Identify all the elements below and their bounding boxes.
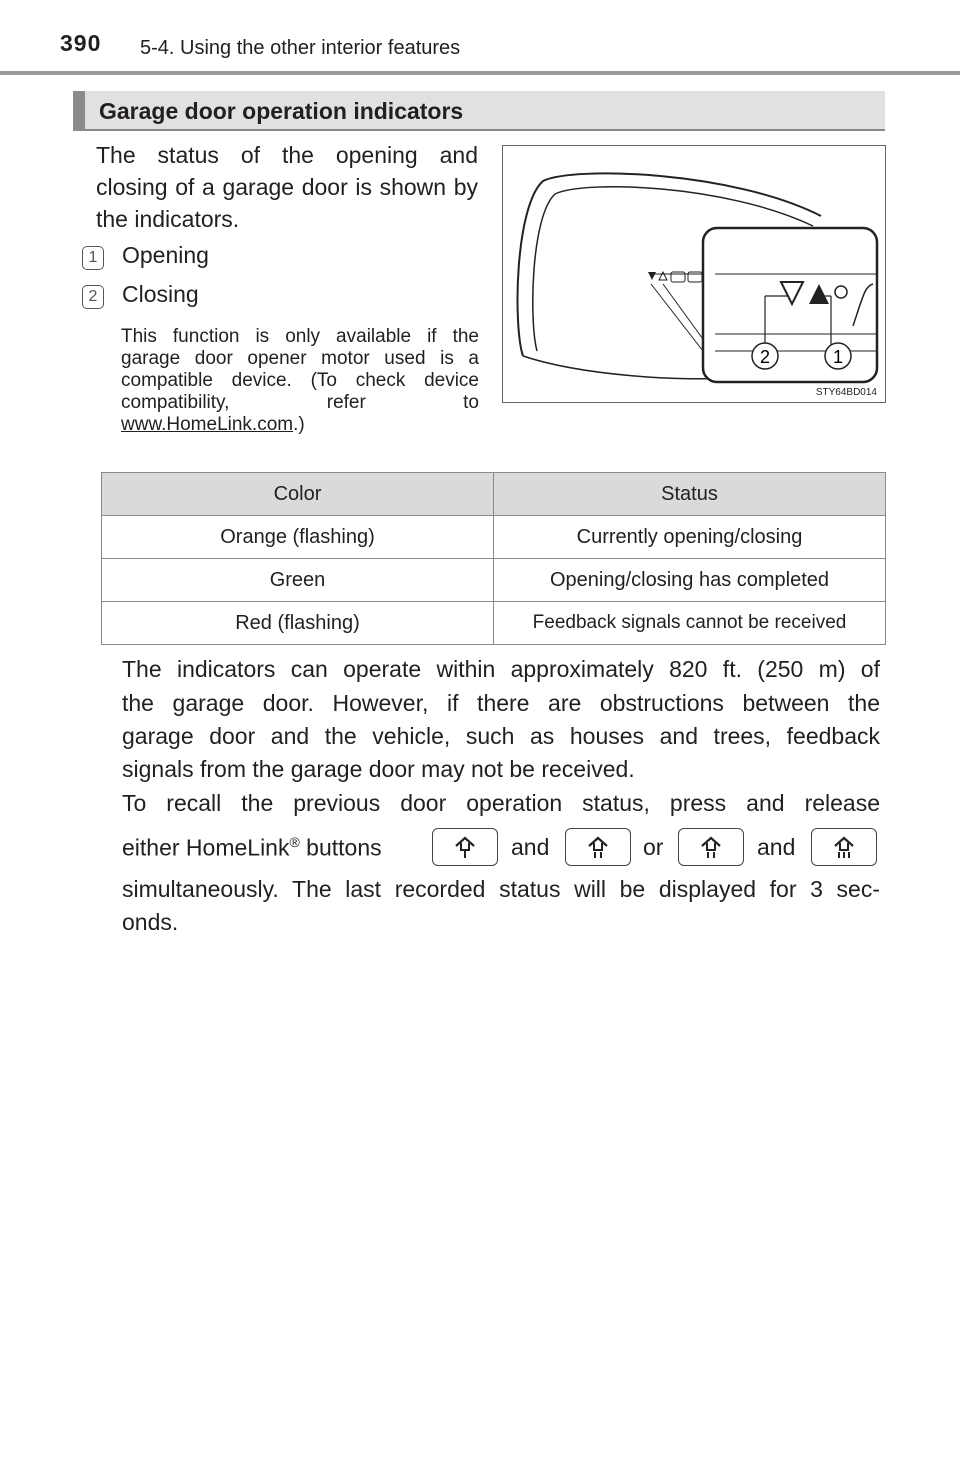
intro-text: The status of the opening and closing of a garage door is shown by the indicators. (96, 142, 478, 232)
recall-line-3: simultaneously. The last recorded status will be displayed for 3 sec- (122, 876, 880, 902)
homelink-house-icon (453, 834, 477, 860)
homelink-button-3 (811, 828, 877, 866)
table-cell-color: Orange (flashing) (102, 516, 494, 559)
callout-opening (82, 242, 209, 270)
homelink-house-icon (699, 834, 723, 860)
either-text: either HomeLink (122, 834, 290, 861)
table-header-status: Status (494, 473, 886, 516)
recall-either (122, 834, 382, 862)
and-text-1: and (511, 834, 550, 860)
range-line-1: The indicators can operate within approximately 820 ft. (250 m) of (122, 656, 880, 682)
table-cell-status: Currently opening/closing (494, 516, 886, 559)
note-tail: .) (293, 414, 305, 435)
recall-line-1: To recall the previous door operation status, press and release (122, 790, 880, 816)
homelink-button-1 (432, 828, 498, 866)
mirror-illustration (502, 145, 886, 403)
range-line-4: signals from the garage door may not be received. (122, 756, 635, 782)
table-header-row (102, 473, 886, 516)
indicator-status-table (101, 472, 886, 645)
homelink-house-icon (832, 834, 856, 860)
registered-mark: ® (289, 834, 300, 850)
range-line-2: the garage door. However, if there are obstructions between the (122, 690, 880, 716)
table-row (102, 602, 886, 645)
section-title: Garage door operation indicators (99, 98, 464, 124)
recall-line-4: onds. (122, 909, 179, 935)
or-text: or (643, 834, 664, 860)
callout-closing (82, 281, 199, 309)
section-heading: 5-4. Using the other interior features (140, 37, 461, 59)
figure-callout-1: 1 (832, 347, 844, 367)
callout-label: Closing (122, 281, 199, 307)
callout-label: Opening (122, 242, 209, 268)
section-title-bar (73, 91, 885, 131)
table-cell-status: Feedback signals cannot be received (494, 602, 886, 645)
mirror-drawing (503, 146, 885, 402)
homelink-button-2b (678, 828, 744, 866)
page-number: 390 (60, 30, 102, 56)
buttons-text: buttons (299, 834, 382, 861)
figure-code: STY64BD014 (815, 387, 877, 398)
table-row (102, 516, 886, 559)
homelink-house-icon (586, 834, 610, 860)
range-line-3: garage door and the vehicle, such as houses and trees, feedback (122, 723, 880, 749)
table-cell-status: Opening/closing has completed (494, 559, 886, 602)
table-row (102, 559, 886, 602)
compatibility-note (121, 326, 479, 436)
header-divider (0, 71, 960, 75)
callout-number-icon: 2 (82, 285, 104, 309)
homelink-button-2 (565, 828, 631, 866)
table-cell-color: Red (flashing) (102, 602, 494, 645)
callout-number-icon: 1 (82, 246, 104, 270)
note-text: This function is only available if the garage door opener motor used is a compatible device. (To check device compatibility, refer to (121, 326, 479, 413)
and-text-2: and (757, 834, 796, 860)
homelink-link[interactable]: www.HomeLink.com (121, 414, 294, 435)
figure-callout-2: 2 (759, 347, 771, 367)
table-cell-color: Green (102, 559, 494, 602)
table-header-color: Color (102, 473, 494, 516)
